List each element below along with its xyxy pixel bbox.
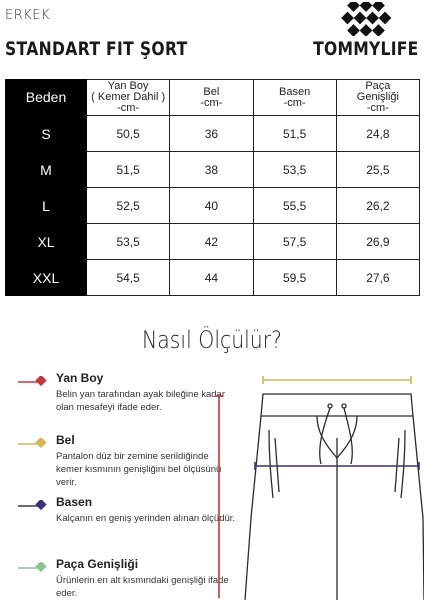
size-cell: XXL xyxy=(6,260,87,296)
hip-cell: 59,5 xyxy=(253,260,336,296)
guide-item-title: Basen xyxy=(56,495,93,509)
waist-cell: 42 xyxy=(170,224,253,260)
column-header-leg-width: Paça Genişliği -cm- xyxy=(336,80,419,116)
guide-item-description: Belin yan tarafından ayak bileğine kadar olan mesafeyi ifade eder. xyxy=(56,389,226,413)
side-length-cell: 51,5 xyxy=(87,152,170,188)
column-header-size: Beden xyxy=(6,80,87,116)
side-length-cell: 54,5 xyxy=(87,260,170,296)
side-length-cell: 53,5 xyxy=(87,224,170,260)
waist-cell: 38 xyxy=(170,152,253,188)
column-header-side-length: Yan Boy ( Kemer Dahil ) -cm- xyxy=(87,80,170,116)
guide-item-description: Pantalon düz bir zemine serildiğinde kemer kısmının genişliğini bel ölçüsünü verir. xyxy=(56,451,222,488)
table-row xyxy=(6,152,420,188)
table-row xyxy=(6,188,420,224)
table-row xyxy=(6,260,420,296)
hip-cell: 57,5 xyxy=(253,224,336,260)
hip-cell: 51,5 xyxy=(253,116,336,152)
hip-cell: 55,5 xyxy=(253,188,336,224)
table-row xyxy=(6,116,420,152)
brand-logo-icon xyxy=(340,2,392,36)
table-header-row xyxy=(6,80,420,116)
waist-cell: 40 xyxy=(170,188,253,224)
leg-width-cell: 27,6 xyxy=(336,260,419,296)
hip-cell: 53,5 xyxy=(253,152,336,188)
brand-name: TOMMYLIFE xyxy=(313,38,419,60)
product-title: STANDART FIT ŞORT xyxy=(5,38,188,60)
side-length-measure-line xyxy=(215,396,223,598)
waist-cell: 44 xyxy=(170,260,253,296)
shorts-outline xyxy=(245,394,424,600)
column-header-waist: Bel -cm- xyxy=(170,80,253,116)
waist-cell: 36 xyxy=(170,116,253,152)
side-length-cell: 50,5 xyxy=(87,116,170,152)
category-label: ERKEK xyxy=(5,8,51,23)
waist-measure-line xyxy=(263,376,411,384)
guide-item-description: Kalçanın en geniş yerinden alınan ölçüdür. xyxy=(56,513,236,524)
purple-diamond-marker-icon xyxy=(18,500,54,512)
guide-item-description: Ürünlerin en alt kısmındaki genişliği ifade eder. xyxy=(56,575,229,599)
leg-width-cell: 26,9 xyxy=(336,224,419,260)
size-chart-table xyxy=(5,79,420,296)
side-length-cell: 52,5 xyxy=(87,188,170,224)
guide-item-title: Bel xyxy=(56,433,75,447)
shorts-measurement-diagram xyxy=(205,368,424,600)
size-cell: S xyxy=(6,116,87,152)
leg-width-cell: 25,5 xyxy=(336,152,419,188)
guide-item-title: Yan Boy xyxy=(56,371,104,385)
green-diamond-marker-icon xyxy=(18,562,54,574)
size-cell: M xyxy=(6,152,87,188)
guide-item-title: Paça Genişliği xyxy=(56,557,139,571)
red-diamond-marker-icon xyxy=(18,376,54,388)
gold-diamond-marker-icon xyxy=(18,438,54,450)
column-header-hip: Basen -cm- xyxy=(253,80,336,116)
size-cell: L xyxy=(6,188,87,224)
leg-width-cell: 24,8 xyxy=(336,116,419,152)
table-row xyxy=(6,224,420,260)
leg-width-cell: 26,2 xyxy=(336,188,419,224)
size-cell: XL xyxy=(6,224,87,260)
how-to-measure-title: Nasıl Ölçülür? xyxy=(142,326,282,354)
